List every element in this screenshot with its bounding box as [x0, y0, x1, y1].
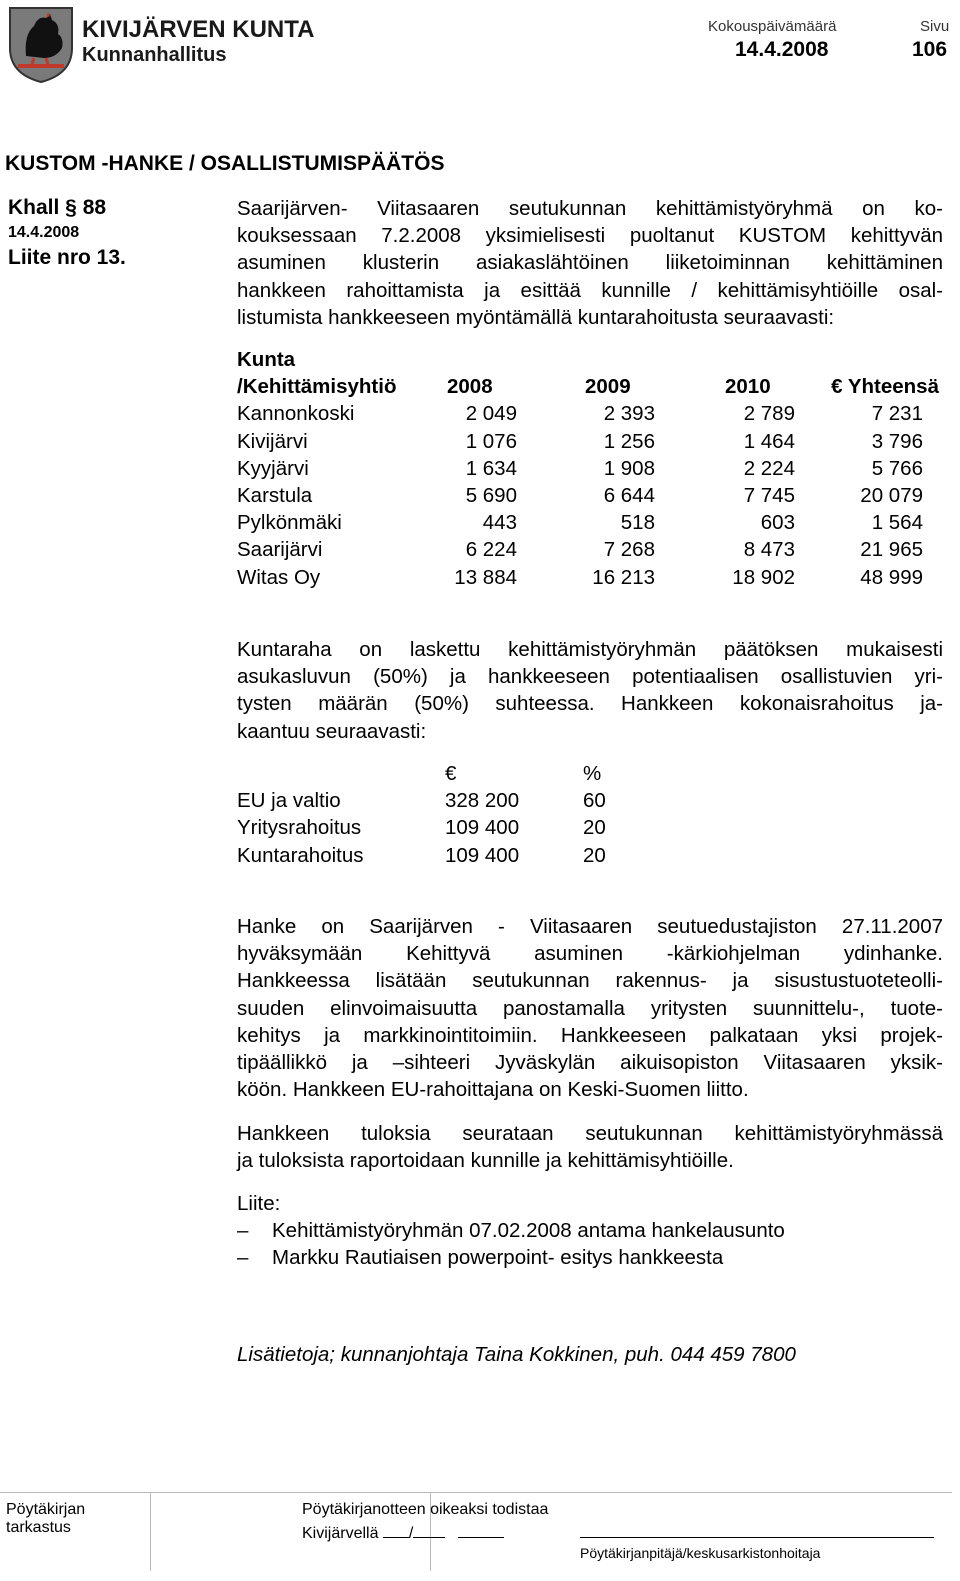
- date-separator: /: [408, 1525, 414, 1542]
- table-cell: Saarijärvi: [237, 538, 323, 562]
- department-name: Kunnanhallitus: [82, 44, 227, 66]
- table-cell: 48 999: [860, 565, 923, 589]
- paragraph-line: kouksessaan 7.2.2008 yksimielisesti puoltanut KUSTOM kehittyvän: [237, 224, 943, 248]
- project-description-paragraph: [237, 913, 943, 1103]
- paragraph-line: Hankkeessa lisätään seutukunnan rakennus- ja sisustustuoteteolli-: [237, 969, 943, 993]
- footer-review-label: Pöytäkirjan tarkastus: [6, 1501, 86, 1536]
- signature-line: [580, 1537, 934, 1538]
- table-cell: 109 400: [445, 816, 520, 840]
- table-cell: 1 256: [603, 429, 655, 453]
- column-header: /Kehittämisyhtiö: [237, 375, 397, 399]
- table-cell: 1 564: [871, 511, 923, 535]
- follow-up-paragraph: [237, 1120, 943, 1174]
- footer-signature-cell: [430, 1493, 952, 1571]
- table-cell: Karstula: [237, 483, 313, 507]
- table-cell: 603: [760, 511, 795, 535]
- table-cell: 20 079: [860, 483, 923, 507]
- footer-review-cell: [0, 1493, 151, 1571]
- paragraph-line: kehitys ja markkinointitoimiin. Hankkeeseen palkataan yksi projek-: [237, 1023, 943, 1047]
- attachment-item-label: Kehittämistyöryhmän 07.02.2008 antama hankelausunto: [272, 1219, 785, 1243]
- table-cell: Kyyjärvi: [237, 456, 309, 480]
- table-header-kunta: Kunta: [237, 348, 296, 371]
- paragraph-line: köön. Hankkeen EU-rahoittajana on Keski-Suomen liitto.: [237, 1078, 749, 1102]
- column-header: 2008: [447, 375, 493, 399]
- paragraph-line: hankkeen rahoittamista ja esittää kunnille / kehittämisyhtiöille osal-: [237, 278, 943, 302]
- paragraph-line: asukasluvun (50%) ja hankkeeseen potentiaalisen osallistuvien yri-: [237, 665, 943, 689]
- table-cell: 5 766: [871, 456, 923, 480]
- column-header: € Yhteensä: [831, 375, 939, 399]
- paragraph-line: suuden elinvoimaisuutta panostamalla yritysten suunnittelu-, tuote-: [237, 996, 943, 1020]
- table-cell: 2 049: [465, 402, 517, 426]
- attachments-label: Liite:: [237, 1192, 281, 1215]
- meeting-date: 14.4.2008: [735, 38, 829, 61]
- page-number: 106: [912, 38, 948, 61]
- dash-bullet: –: [237, 1246, 249, 1270]
- paragraph-line: Kuntaraha on laskettu kehittämistyöryhmän päätöksen mukaisesti: [237, 638, 943, 661]
- table-cell: 20: [583, 816, 606, 840]
- contact-info: Lisätietoja; kunnanjohtaja Taina Kokkinen, puh. 044 459 7800: [237, 1343, 796, 1366]
- municipal-crest-logo: [4, 4, 78, 84]
- table-cell: 20: [583, 843, 606, 867]
- table-cell: 7 745: [743, 483, 795, 507]
- attachment-item-label: Markku Rautiaisen powerpoint- esitys hankkeesta: [272, 1246, 724, 1270]
- table-cell: 2 224: [743, 456, 795, 480]
- table-cell: 8 473: [743, 538, 795, 562]
- column-header: 2009: [585, 375, 631, 399]
- table-cell: 443: [482, 511, 517, 535]
- table-cell: 1 634: [465, 456, 517, 480]
- table-cell: 518: [620, 511, 655, 535]
- dash-bullet: –: [237, 1219, 249, 1243]
- column-header: %: [583, 762, 602, 785]
- table-cell: EU ja valtio: [237, 789, 341, 813]
- table-cell: 7 231: [871, 402, 923, 426]
- table-cell: 6 224: [465, 538, 517, 562]
- table-cell: 7 268: [603, 538, 655, 562]
- footer-signer-title: Pöytäkirjanpitäjä/keskusarkistonhoitaja: [580, 1545, 821, 1561]
- calculation-paragraph: [237, 636, 943, 745]
- column-header: 2010: [725, 375, 771, 399]
- table-cell: Kuntarahoitus: [237, 843, 364, 867]
- section-date: 14.4.2008: [8, 224, 80, 241]
- footer-certification-cell: [150, 1493, 549, 1571]
- paragraph-line: Hankkeen tuloksia seurataan seutukunnan kehittämistyöryhmässä: [237, 1122, 943, 1145]
- paragraph-line: hyväksymään Kehittyvä asuminen -kärkiohjelman ydinhanke.: [237, 942, 943, 966]
- table-cell: 18 902: [732, 565, 795, 589]
- column-header: €: [445, 762, 457, 785]
- table-cell: 2 393: [603, 402, 655, 426]
- table-cell: Yritysrahoitus: [237, 816, 362, 840]
- signature-date-blank: [383, 1523, 409, 1538]
- paragraph-line: Hanke on Saarijärven - Viitasaaren seutuedustajiston 27.11.2007: [237, 915, 943, 938]
- footer: [0, 1492, 952, 1571]
- list-item: [237, 1244, 785, 1271]
- paragraph-line: ja tuloksista raportoidaan kunnille ja kehittämisyhtiöille.: [237, 1149, 734, 1173]
- table-cell: 3 796: [871, 429, 923, 453]
- meeting-date-label: Kokouspäivämäärä: [708, 18, 837, 35]
- table-cell: 328 200: [445, 789, 520, 813]
- paragraph-line: Saarijärven- Viitasaaren seutukunnan kehittämistyöryhmä on ko-: [237, 197, 943, 220]
- table-cell: 21 965: [860, 538, 923, 562]
- footer-place-label: Kivijärvellä: [302, 1525, 379, 1542]
- table-cell: 6 644: [603, 483, 655, 507]
- table-cell: 1 464: [743, 429, 795, 453]
- page-label: Sivu: [920, 18, 950, 35]
- table-cell: 1 908: [603, 456, 655, 480]
- paragraph-line: kaantuu seuraavasti:: [237, 719, 427, 743]
- table-cell: 5 690: [465, 483, 517, 507]
- section-reference: Khall § 88: [8, 196, 107, 219]
- list-item: [237, 1217, 785, 1244]
- table-cell: 1 076: [465, 429, 517, 453]
- paragraph-line: asuminen klusterin asiakaslähtöinen liiketoiminnan kehittäminen: [237, 251, 943, 275]
- table-cell: Kivijärvi: [237, 429, 308, 453]
- table-cell: 16 213: [592, 565, 655, 589]
- paragraph-line: tysten määrän (50%) suhteessa. Hankkeen kokonaisrahoitus ja-: [237, 692, 943, 716]
- table-cell: Witas Oy: [237, 565, 321, 589]
- footer-certification-label: Pöytäkirjanotteen oikeaksi todistaa: [302, 1501, 549, 1518]
- paragraph-line: listumista hankkeeseen myöntämällä kuntarahoitusta seuraavasti:: [237, 305, 835, 329]
- table-cell: Kannonkoski: [237, 402, 355, 426]
- table-cell: 60: [583, 789, 606, 813]
- table-cell: 2 789: [743, 402, 795, 426]
- attachments-list: [237, 1190, 785, 1272]
- attachment-number: Liite nro 13.: [8, 246, 126, 269]
- organization-name: KIVIJÄRVEN KUNTA: [82, 16, 315, 43]
- table-cell: 13 884: [454, 565, 517, 589]
- table-cell: 109 400: [445, 843, 520, 867]
- paragraph-line: tipäällikkö ja –sihteeri Jyväskylän aikuisopiston Viitasaaren yksik-: [237, 1051, 943, 1075]
- intro-paragraph: [237, 195, 943, 331]
- table-cell: Pylkönmäki: [237, 511, 342, 535]
- document-title: KUSTOM -HANKE / OSALLISTUMISPÄÄTÖS: [5, 152, 445, 175]
